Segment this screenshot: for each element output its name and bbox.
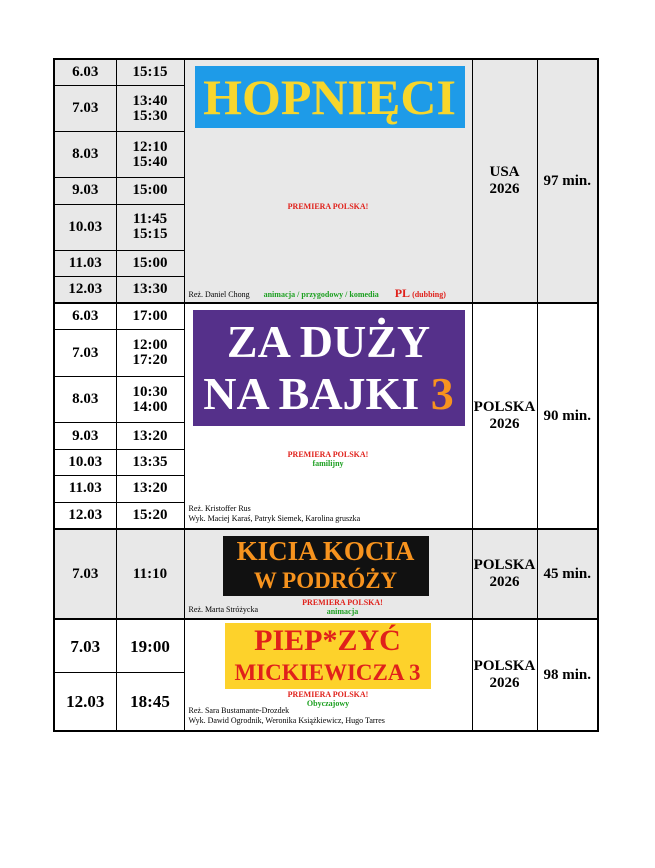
director: Reż. Marta Stróżycka [188, 605, 259, 614]
film-title-banner [193, 310, 465, 426]
premiere-label: PREMIERA POLSKA! [287, 202, 369, 211]
country-year [472, 59, 537, 303]
film-title-line: KICIA KOCIA [236, 536, 415, 566]
screening-date: 12.03 [54, 276, 116, 303]
country: POLSKA [473, 557, 536, 573]
screening-time: 18:45 [116, 673, 184, 731]
screening-time: 11:10 [116, 529, 184, 619]
cast: Wyk. Dawid Ogrodnik, Weronika Książkiewicz, Hugo Tarres [188, 716, 385, 725]
screening-date: 12.03 [54, 673, 116, 731]
film-block-kicia-kocia [54, 529, 598, 619]
premiere-label: PREMIERA POLSKA! [287, 450, 369, 459]
duration: 90 min. [537, 303, 598, 529]
screening-row [54, 303, 598, 330]
screening-date: 11.03 [54, 250, 116, 276]
country-year [472, 303, 537, 529]
film-block-piepzyc-mickiewicza-3 [54, 619, 598, 731]
year: 2026 [489, 416, 520, 432]
credits-line [189, 288, 446, 300]
film-title-line: ZA DUŻY [226, 316, 431, 367]
year: 2026 [489, 574, 520, 590]
screening-row [54, 529, 598, 619]
screening-date: 6.03 [54, 303, 116, 330]
director: Reż. Sara Bustamante-Drozdek [188, 706, 290, 715]
film-block-za-duzy-na-bajki-3 [54, 303, 598, 529]
genre: animacja / przygodowy / komedia [263, 290, 379, 299]
film-info-panel [184, 303, 472, 529]
film-title-line: PIEP*ZYĆ [254, 624, 401, 657]
film-title-line: W PODRÓŻY [253, 568, 398, 593]
film-block-hopnieci [54, 59, 598, 303]
screening-date: 7.03 [54, 529, 116, 619]
screening-date: 7.03 [54, 86, 116, 132]
screening-time: 13:35 [116, 449, 184, 475]
duration: 97 min. [537, 59, 598, 303]
film-title-line: MICKIEWICZA 3 [234, 660, 421, 685]
screening-date: 10.03 [54, 204, 116, 250]
language: PL [394, 286, 411, 300]
country-year [472, 529, 537, 619]
genre: animacja [326, 607, 359, 616]
screening-time: 19:00 [116, 619, 184, 673]
year: 2026 [489, 181, 520, 197]
screening-date: 8.03 [54, 376, 116, 422]
premiere-label: PREMIERA POLSKA! [302, 598, 383, 607]
cast: Wyk. Maciej Karaś, Patryk Siemek, Karolina gruszka [188, 514, 361, 523]
screening-date: 9.03 [54, 423, 116, 449]
screening-time: 15:20 [116, 502, 184, 529]
director: Reż. Daniel Chong [188, 290, 250, 299]
screening-date: 7.03 [54, 330, 116, 376]
screening-row [54, 619, 598, 673]
language-note: (dubbing) [412, 290, 446, 299]
genre: Obyczajowy [306, 699, 350, 708]
screening-time: 12:10 15:40 [116, 132, 184, 178]
screening-time: 15:00 [116, 178, 184, 204]
country: USA [489, 164, 520, 180]
screening-time: 11:45 15:15 [116, 204, 184, 250]
screening-time: 13:20 [116, 476, 184, 502]
film-title: HOPNIĘCI [203, 69, 456, 125]
director: Reż. Kristoffer Rus [188, 504, 251, 513]
film-info-panel [184, 619, 472, 731]
screening-date: 10.03 [54, 449, 116, 475]
premiere-label: PREMIERA POLSKA! [287, 690, 369, 699]
genre: familijny [312, 459, 344, 468]
screening-time: 13:30 [116, 276, 184, 303]
screening-time: 10:30 14:00 [116, 376, 184, 422]
screening-time: 15:15 [116, 59, 184, 86]
screening-date: 7.03 [54, 619, 116, 673]
year: 2026 [489, 675, 520, 691]
country: POLSKA [473, 399, 536, 415]
duration: 45 min. [537, 529, 598, 619]
screening-date: 11.03 [54, 476, 116, 502]
screening-time: 13:20 [116, 423, 184, 449]
film-info-panel [184, 59, 472, 303]
cinema-schedule-table [53, 58, 599, 732]
screening-date: 6.03 [54, 59, 116, 86]
screening-time: 13:40 15:30 [116, 86, 184, 132]
screening-row [54, 59, 598, 86]
duration: 98 min. [537, 619, 598, 731]
film-title-line: NA BAJKI 3 [203, 368, 454, 419]
screening-time: 12:00 17:20 [116, 330, 184, 376]
film-title-banner [195, 66, 465, 128]
screening-date: 12.03 [54, 502, 116, 529]
country: POLSKA [473, 658, 536, 674]
film-title-banner [225, 623, 431, 689]
country-year [472, 619, 537, 731]
screening-time: 17:00 [116, 303, 184, 330]
film-title-banner [223, 536, 429, 596]
screening-date: 8.03 [54, 132, 116, 178]
film-info-panel [184, 529, 472, 619]
screening-time: 15:00 [116, 250, 184, 276]
screening-date: 9.03 [54, 178, 116, 204]
